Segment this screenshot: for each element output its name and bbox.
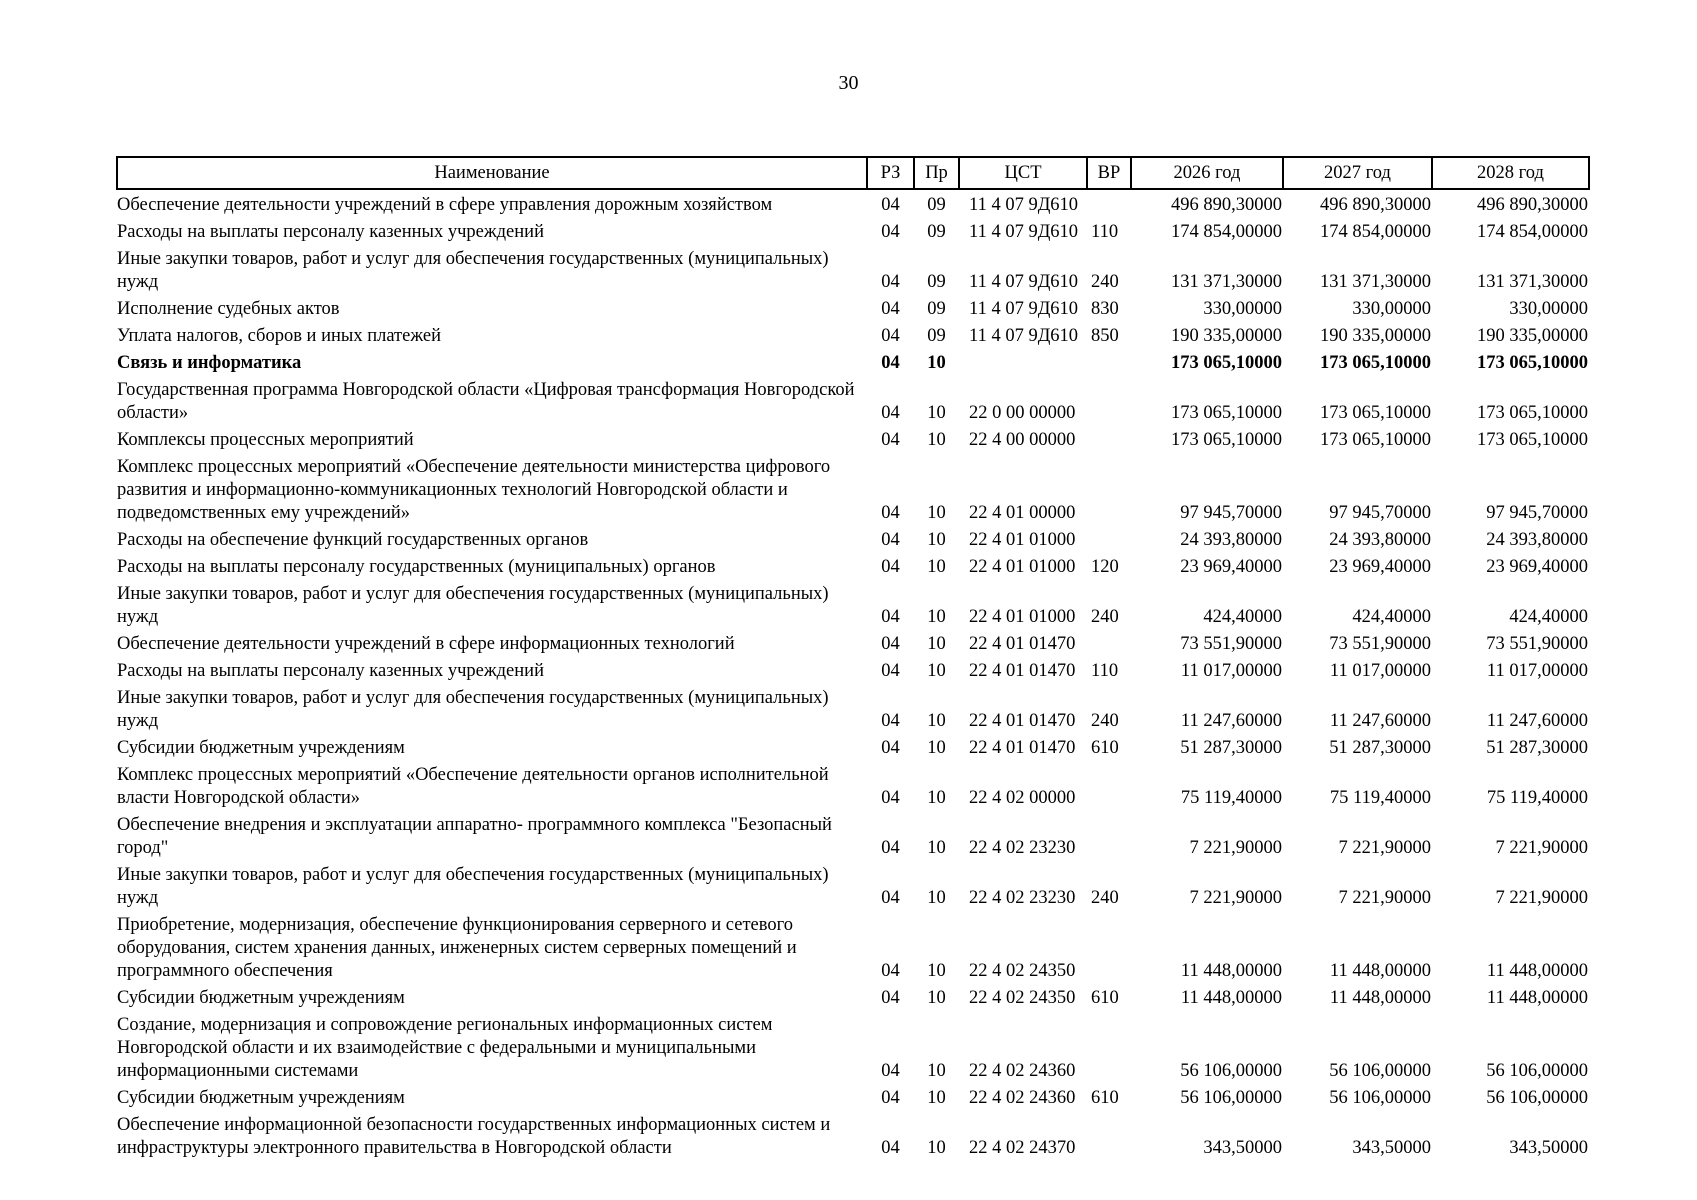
row-name-cell: Приобретение, модернизация, обеспечение функционирования серверного и сетевого оборудования, систем хранения данных, инженерных систем серверных помещений и программного обеспечения	[117, 915, 797, 981]
row-rz-cell: 04	[881, 661, 900, 681]
row-2027-cell: 73 551,90000	[1329, 634, 1431, 654]
row-name-cell: Расходы на выплаты персоналу казенных учреждений	[117, 222, 544, 242]
row-name-cell: Иные закупки товаров, работ и услуг для обеспечения государственных (муниципальных) нужд	[117, 249, 829, 292]
row-2026-cell: 343,50000	[1203, 1138, 1282, 1158]
row-2026-cell: 56 106,00000	[1180, 1061, 1282, 1081]
row-2027-cell: 330,00000	[1352, 299, 1431, 319]
row-2027-cell: 24 393,80000	[1329, 530, 1431, 550]
row-2026-cell: 97 945,70000	[1180, 503, 1282, 523]
row-2026-cell: 11 017,00000	[1180, 661, 1282, 681]
row-cst-cell: 11 4 07 9Д610	[969, 195, 1079, 215]
table-row	[117, 525, 1589, 552]
row-vr-cell: 610	[1091, 988, 1119, 1008]
row-2026-cell: 174 854,00000	[1171, 222, 1282, 242]
row-name-cell: Обеспечение деятельности учреждений в сфере управления дорожным хозяйством	[117, 195, 773, 215]
row-cst-cell: 22 0 00 00000	[969, 403, 1076, 423]
row-rz-cell: 04	[881, 634, 900, 654]
row-2028-cell: 330,00000	[1509, 299, 1588, 319]
row-pr-cell: 09	[927, 299, 946, 319]
row-2026-cell: 11 448,00000	[1180, 961, 1282, 981]
row-rz-cell: 04	[881, 711, 900, 731]
row-2027-cell: 97 945,70000	[1329, 503, 1431, 523]
row-pr-cell: 09	[927, 272, 946, 292]
row-vr-cell: 120	[1091, 557, 1119, 577]
row-2027-cell: 51 287,30000	[1329, 738, 1431, 758]
row-2028-cell: 173 065,10000	[1477, 403, 1588, 423]
row-pr-cell: 10	[927, 1088, 946, 1108]
row-rz-cell: 04	[881, 1061, 900, 1081]
table-row	[117, 294, 1589, 321]
row-2026-cell: 190 335,00000	[1171, 326, 1282, 346]
row-rz-cell: 04	[881, 503, 900, 523]
row-pr-cell: 09	[927, 222, 946, 242]
row-name-cell: Уплата налогов, сборов и иных платежей	[117, 326, 442, 346]
row-2028-cell: 7 221,90000	[1495, 838, 1588, 858]
row-2026-cell: 330,00000	[1203, 299, 1282, 319]
row-2027-cell: 131 371,30000	[1320, 272, 1431, 292]
row-name-cell: Расходы на обеспечение функций государственных органов	[117, 530, 589, 550]
row-2027-cell: 11 017,00000	[1329, 661, 1431, 681]
row-pr-cell: 10	[927, 961, 946, 981]
row-cst-cell: 22 4 01 01470	[969, 661, 1076, 681]
row-vr-cell	[1087, 1010, 1131, 1083]
row-vr-cell	[1087, 189, 1131, 217]
row-rz-cell: 04	[881, 1088, 900, 1108]
table-row	[117, 860, 1589, 910]
row-vr-cell: 830	[1091, 299, 1119, 319]
row-pr-cell: 09	[927, 326, 946, 346]
row-2027-cell: 424,40000	[1352, 607, 1431, 627]
row-2027-cell: 496 890,30000	[1320, 195, 1431, 215]
row-cst-cell: 22 4 02 23230	[969, 838, 1076, 858]
row-rz-cell: 04	[881, 403, 900, 423]
budget-table	[116, 156, 1590, 1160]
row-2027-cell: 11 448,00000	[1329, 961, 1431, 981]
table-row	[117, 348, 1589, 375]
header-rz: РЗ	[867, 157, 914, 189]
row-name-cell: Субсидии бюджетным учреждениям	[117, 1088, 405, 1108]
row-pr-cell: 09	[927, 195, 946, 215]
row-2027-cell: 173 065,10000	[1320, 430, 1431, 450]
row-name-cell: Государственная программа Новгородской области «Цифровая трансформация Новгородской области»	[117, 380, 855, 423]
row-rz-cell: 04	[881, 607, 900, 627]
row-2026-cell: 7 221,90000	[1189, 888, 1282, 908]
row-2026-cell: 131 371,30000	[1171, 272, 1282, 292]
row-pr-cell: 10	[927, 403, 946, 423]
row-name-cell: Субсидии бюджетным учреждениям	[117, 988, 405, 1008]
row-pr-cell: 10	[927, 661, 946, 681]
row-rz-cell: 04	[881, 888, 900, 908]
row-2027-cell: 343,50000	[1352, 1138, 1431, 1158]
row-name-cell: Исполнение судебных актов	[117, 299, 340, 319]
row-cst-cell: 11 4 07 9Д610	[969, 299, 1079, 319]
row-cst-cell: 11 4 07 9Д610	[969, 222, 1079, 242]
row-name-cell: Создание, модернизация и сопровождение региональных информационных систем Новгородской области и их взаимодействие с федеральными и муниципальными информационными системами	[117, 1015, 773, 1081]
row-vr-cell	[1087, 760, 1131, 810]
row-2027-cell: 75 119,40000	[1329, 788, 1431, 808]
header-pr: Пр	[914, 157, 959, 189]
row-pr-cell: 10	[927, 607, 946, 627]
row-cst-cell	[959, 348, 1087, 375]
row-2028-cell: 56 106,00000	[1486, 1061, 1588, 1081]
row-2027-cell: 174 854,00000	[1320, 222, 1431, 242]
row-cst-cell: 22 4 00 00000	[969, 430, 1076, 450]
header-vr: ВР	[1087, 157, 1131, 189]
row-cst-cell: 11 4 07 9Д610	[969, 272, 1079, 292]
row-name-cell: Расходы на выплаты персоналу государственных (муниципальных) органов	[117, 557, 716, 577]
row-pr-cell: 10	[927, 838, 946, 858]
row-2028-cell: 173 065,10000	[1477, 430, 1588, 450]
row-pr-cell: 10	[927, 503, 946, 523]
table-row	[117, 810, 1589, 860]
row-vr-cell: 240	[1091, 607, 1119, 627]
row-2028-cell: 11 448,00000	[1486, 961, 1588, 981]
table-row	[117, 983, 1589, 1010]
row-name-cell: Комплекс процессных мероприятий «Обеспечение деятельности органов исполнительной власти Новгородской области»	[117, 765, 829, 808]
row-2026-cell: 51 287,30000	[1180, 738, 1282, 758]
row-2028-cell: 11 017,00000	[1486, 661, 1588, 681]
header-2027: 2027 год	[1283, 157, 1432, 189]
row-cst-cell: 22 4 02 24350	[969, 961, 1076, 981]
table-row	[117, 375, 1589, 425]
header-name: Наименование	[117, 157, 867, 189]
row-2026-cell: 11 448,00000	[1180, 988, 1282, 1008]
row-2028-cell: 173 065,10000	[1477, 353, 1588, 373]
row-2028-cell: 73 551,90000	[1486, 634, 1588, 654]
row-pr-cell: 10	[927, 788, 946, 808]
row-pr-cell: 10	[927, 711, 946, 731]
row-2028-cell: 75 119,40000	[1486, 788, 1588, 808]
table-row	[117, 760, 1589, 810]
row-2026-cell: 424,40000	[1203, 607, 1282, 627]
table-row	[117, 579, 1589, 629]
header-cst: ЦСТ	[959, 157, 1087, 189]
row-vr-cell: 110	[1091, 222, 1119, 242]
row-name-cell: Расходы на выплаты персоналу казенных учреждений	[117, 661, 544, 681]
row-cst-cell: 22 4 01 00000	[969, 503, 1076, 523]
row-pr-cell: 10	[927, 530, 946, 550]
row-2028-cell: 424,40000	[1509, 607, 1588, 627]
row-vr-cell: 610	[1091, 1088, 1119, 1108]
row-pr-cell: 10	[927, 353, 946, 373]
row-pr-cell: 10	[927, 888, 946, 908]
row-2028-cell: 496 890,30000	[1477, 195, 1588, 215]
row-cst-cell: 22 4 01 01000	[969, 607, 1076, 627]
row-vr-cell: 240	[1091, 711, 1119, 731]
row-rz-cell: 04	[881, 353, 900, 373]
row-cst-cell: 22 4 02 24360	[969, 1061, 1076, 1081]
row-2026-cell: 173 065,10000	[1171, 353, 1282, 373]
row-2028-cell: 343,50000	[1509, 1138, 1588, 1158]
table-row	[117, 552, 1589, 579]
table-row	[117, 1010, 1589, 1083]
row-cst-cell: 22 4 02 23230	[969, 888, 1076, 908]
row-vr-cell: 110	[1091, 661, 1119, 681]
row-vr-cell: 240	[1091, 888, 1119, 908]
row-cst-cell: 22 4 01 01470	[969, 634, 1076, 654]
row-name-cell: Комплексы процессных мероприятий	[117, 430, 414, 450]
row-rz-cell: 04	[881, 838, 900, 858]
table-row	[117, 452, 1589, 525]
row-name-cell: Комплекс процессных мероприятий «Обеспечение деятельности министерства цифрового развития и информационно-коммуникационных технологий Новгородской области и подведомственных ему учреждений»	[117, 457, 831, 523]
row-pr-cell: 10	[927, 1138, 946, 1158]
row-2028-cell: 56 106,00000	[1486, 1088, 1588, 1108]
row-2027-cell: 23 969,40000	[1329, 557, 1431, 577]
row-2026-cell: 173 065,10000	[1171, 403, 1282, 423]
row-rz-cell: 04	[881, 299, 900, 319]
row-rz-cell: 04	[881, 961, 900, 981]
row-rz-cell: 04	[881, 272, 900, 292]
row-2026-cell: 496 890,30000	[1171, 195, 1282, 215]
row-2028-cell: 7 221,90000	[1495, 888, 1588, 908]
row-cst-cell: 22 4 01 01470	[969, 711, 1076, 731]
row-name-cell: Обеспечение внедрения и эксплуатации аппаратно- программного комплекса "Безопасный город"	[117, 815, 832, 858]
row-cst-cell: 22 4 01 01470	[969, 738, 1076, 758]
row-cst-cell: 22 4 02 24350	[969, 988, 1076, 1008]
row-2026-cell: 173 065,10000	[1171, 430, 1282, 450]
row-pr-cell: 10	[927, 634, 946, 654]
row-2028-cell: 97 945,70000	[1486, 503, 1588, 523]
row-name-cell: Иные закупки товаров, работ и услуг для обеспечения государственных (муниципальных) нужд	[117, 865, 829, 908]
row-pr-cell: 10	[927, 1061, 946, 1081]
row-vr-cell: 610	[1091, 738, 1119, 758]
row-vr-cell	[1087, 629, 1131, 656]
row-2027-cell: 173 065,10000	[1320, 353, 1431, 373]
row-2026-cell: 24 393,80000	[1180, 530, 1282, 550]
row-vr-cell	[1087, 1110, 1131, 1160]
row-rz-cell: 04	[881, 222, 900, 242]
row-2028-cell: 11 448,00000	[1486, 988, 1588, 1008]
table-row	[117, 656, 1589, 683]
row-vr-cell	[1087, 452, 1131, 525]
row-rz-cell: 04	[881, 530, 900, 550]
row-rz-cell: 04	[881, 988, 900, 1008]
row-2028-cell: 174 854,00000	[1477, 222, 1588, 242]
row-pr-cell: 10	[927, 738, 946, 758]
row-2027-cell: 190 335,00000	[1320, 326, 1431, 346]
row-cst-cell: 22 4 01 01000	[969, 557, 1076, 577]
row-vr-cell	[1087, 810, 1131, 860]
row-2028-cell: 24 393,80000	[1486, 530, 1588, 550]
row-2027-cell: 7 221,90000	[1338, 888, 1431, 908]
row-2026-cell: 56 106,00000	[1180, 1088, 1282, 1108]
row-rz-cell: 04	[881, 738, 900, 758]
row-vr-cell	[1087, 425, 1131, 452]
table-row	[117, 683, 1589, 733]
table-row	[117, 217, 1589, 244]
row-2026-cell: 7 221,90000	[1189, 838, 1282, 858]
row-2028-cell: 11 247,60000	[1486, 711, 1588, 731]
row-rz-cell: 04	[881, 430, 900, 450]
row-cst-cell: 22 4 01 01000	[969, 530, 1076, 550]
row-vr-cell	[1087, 348, 1131, 375]
table-row	[117, 1083, 1589, 1110]
row-rz-cell: 04	[881, 1138, 900, 1158]
row-name-cell: Обеспечение информационной безопасности государственных информационных систем и инфраструктуры электронного правительства в Новгородской области	[117, 1115, 831, 1158]
row-vr-cell	[1087, 910, 1131, 983]
table-row	[117, 1110, 1589, 1160]
row-2026-cell: 11 247,60000	[1180, 711, 1282, 731]
table-row	[117, 244, 1589, 294]
row-2026-cell: 75 119,40000	[1180, 788, 1282, 808]
row-name-cell: Иные закупки товаров, работ и услуг для обеспечения государственных (муниципальных) нужд	[117, 688, 829, 731]
row-name-cell: Обеспечение деятельности учреждений в сфере информационных технологий	[117, 634, 735, 654]
row-name-cell: Связь и информатика	[117, 353, 302, 373]
row-2027-cell: 11 247,60000	[1329, 711, 1431, 731]
row-2027-cell: 173 065,10000	[1320, 403, 1431, 423]
page-number: 30	[838, 72, 859, 94]
row-rz-cell: 04	[881, 788, 900, 808]
row-cst-cell: 11 4 07 9Д610	[969, 326, 1079, 346]
row-2028-cell: 131 371,30000	[1477, 272, 1588, 292]
row-cst-cell: 22 4 02 24370	[969, 1138, 1076, 1158]
row-2027-cell: 56 106,00000	[1329, 1088, 1431, 1108]
row-2027-cell: 7 221,90000	[1338, 838, 1431, 858]
table-row	[117, 189, 1589, 217]
row-2028-cell: 190 335,00000	[1477, 326, 1588, 346]
row-pr-cell: 10	[927, 557, 946, 577]
row-2028-cell: 51 287,30000	[1486, 738, 1588, 758]
table-row	[117, 425, 1589, 452]
row-rz-cell: 04	[881, 195, 900, 215]
row-2027-cell: 11 448,00000	[1329, 988, 1431, 1008]
row-name-cell: Субсидии бюджетным учреждениям	[117, 738, 405, 758]
header-2028: 2028 год	[1432, 157, 1589, 189]
table-row	[117, 321, 1589, 348]
row-pr-cell: 10	[927, 430, 946, 450]
row-2026-cell: 73 551,90000	[1180, 634, 1282, 654]
row-vr-cell: 850	[1091, 326, 1119, 346]
row-2026-cell: 23 969,40000	[1180, 557, 1282, 577]
table-row	[117, 733, 1589, 760]
row-2027-cell: 56 106,00000	[1329, 1061, 1431, 1081]
table-header-row	[117, 157, 1589, 189]
row-vr-cell: 240	[1091, 272, 1119, 292]
row-cst-cell: 22 4 02 00000	[969, 788, 1076, 808]
row-cst-cell: 22 4 02 24360	[969, 1088, 1076, 1108]
row-2028-cell: 23 969,40000	[1486, 557, 1588, 577]
row-rz-cell: 04	[881, 326, 900, 346]
table-row	[117, 629, 1589, 656]
row-vr-cell	[1087, 375, 1131, 425]
row-name-cell: Иные закупки товаров, работ и услуг для обеспечения государственных (муниципальных) нужд	[117, 584, 829, 627]
row-vr-cell	[1087, 525, 1131, 552]
header-2026: 2026 год	[1131, 157, 1283, 189]
table-row	[117, 910, 1589, 983]
row-pr-cell: 10	[927, 988, 946, 1008]
row-rz-cell: 04	[881, 557, 900, 577]
